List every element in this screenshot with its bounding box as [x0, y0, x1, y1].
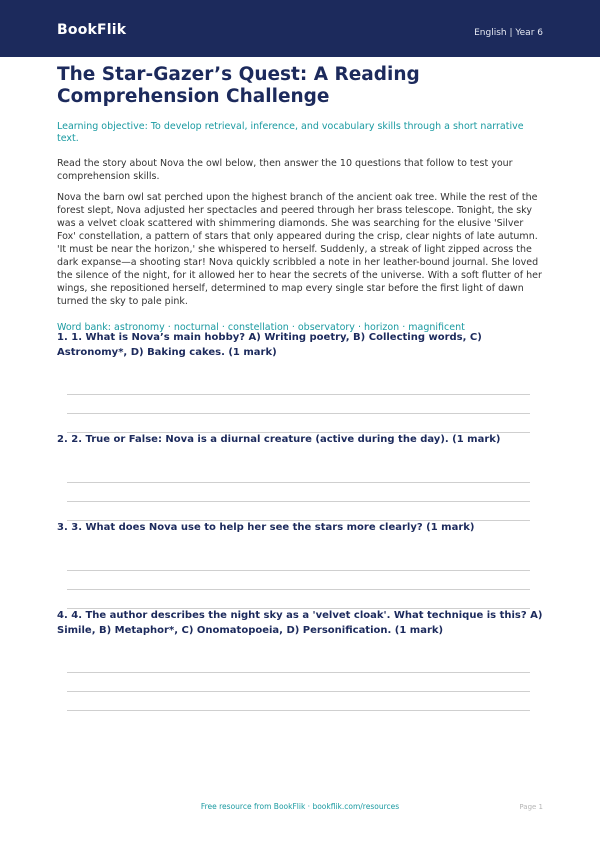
question-block — [57, 432, 543, 447]
worksheet-title: The Star-Gazer’s Quest: A Reading Comprehension Challenge — [57, 64, 420, 107]
word-bank-item: nocturnal — [173, 322, 219, 333]
word-bank-label: Word bank: — [57, 322, 115, 333]
site-header — [0, 0, 600, 57]
learning-objective: Learning objective: To develop retrieval, inference, and vocabulary skills through a short narrative text. — [57, 121, 524, 144]
answer-line[interactable] — [67, 710, 530, 711]
brand-logo[interactable]: BookFlik — [57, 22, 127, 38]
question-text: 3. 3. What does Nova use to help her see the stars more clearly? (1 mark) — [57, 522, 475, 533]
footer-resource-link[interactable]: Free resource from BookFlik · bookflik.com/resources — [200, 802, 400, 811]
answer-line[interactable] — [67, 501, 530, 502]
word-bank-separator: · — [354, 322, 364, 333]
word-bank-separator: · — [218, 322, 228, 333]
word-bank-item: magnificent — [408, 322, 465, 333]
answer-line[interactable] — [67, 394, 530, 395]
page-number: Page 1 — [519, 803, 543, 811]
question-block — [57, 608, 543, 638]
question-block — [57, 520, 543, 535]
answer-line[interactable] — [67, 672, 530, 673]
story-text: Nova the barn owl sat perched upon the highest branch of the ancient oak tree. While the rest of the forest slept, Nova adjusted her spectacles and peered through her brass telescope. Tonight, the sky was a velvet cloak scattered with shimmering diamonds. She was searching for the elusive 'Silver Fox' constellation, a pattern of stars that only appeared during the crisp, clear nights of late autumn. 'It must be near the horizon,' she whispered to herself. Suddenly, a streak of light zipped across the dark expanse—a shooting star! Nova quickly scribbled a note in her leather-bound journal. She loved the silence of the night, for it allowed her to hear the secrets of the universe. With a soft flutter of her wings, she repositioned herself, determined to map every single star before the first light of dawn turned the sky to pale pink. — [57, 192, 542, 307]
word-bank-item: constellation — [227, 322, 289, 333]
word-bank-item: observatory — [297, 322, 355, 333]
subject-year-label: English | Year 6 — [474, 28, 543, 38]
question-block — [57, 330, 543, 360]
word-bank-separator: · — [399, 322, 409, 333]
word-bank-separator: · — [288, 322, 298, 333]
answer-line[interactable] — [67, 691, 530, 692]
word-bank-item: horizon — [363, 322, 400, 333]
worksheet-body — [57, 64, 543, 334]
word-bank-item: astronomy — [114, 322, 165, 333]
question-text: 4. 4. The author describes the night sky as a 'velvet cloak'. What technique is this? A) Simile, B) Metaphor*, C) Onomatopoeia, D) Personification. (1 mark) — [57, 610, 543, 636]
question-text: 1. 1. What is Nova’s main hobby? A) Writing poetry, B) Collecting words, C) Astronomy*, D) Baking cakes. (1 mark) — [57, 332, 482, 358]
answer-line[interactable] — [67, 413, 530, 414]
word-bank-separator: · — [164, 322, 174, 333]
instructions: Read the story about Nova the owl below, then answer the 10 questions that follow to test your comprehension skills. — [57, 158, 513, 182]
question-text: 2. 2. True or False: Nova is a diurnal creature (active during the day). (1 mark) — [57, 434, 501, 445]
answer-line[interactable] — [67, 482, 530, 483]
answer-line[interactable] — [67, 570, 530, 571]
answer-line[interactable] — [67, 589, 530, 590]
